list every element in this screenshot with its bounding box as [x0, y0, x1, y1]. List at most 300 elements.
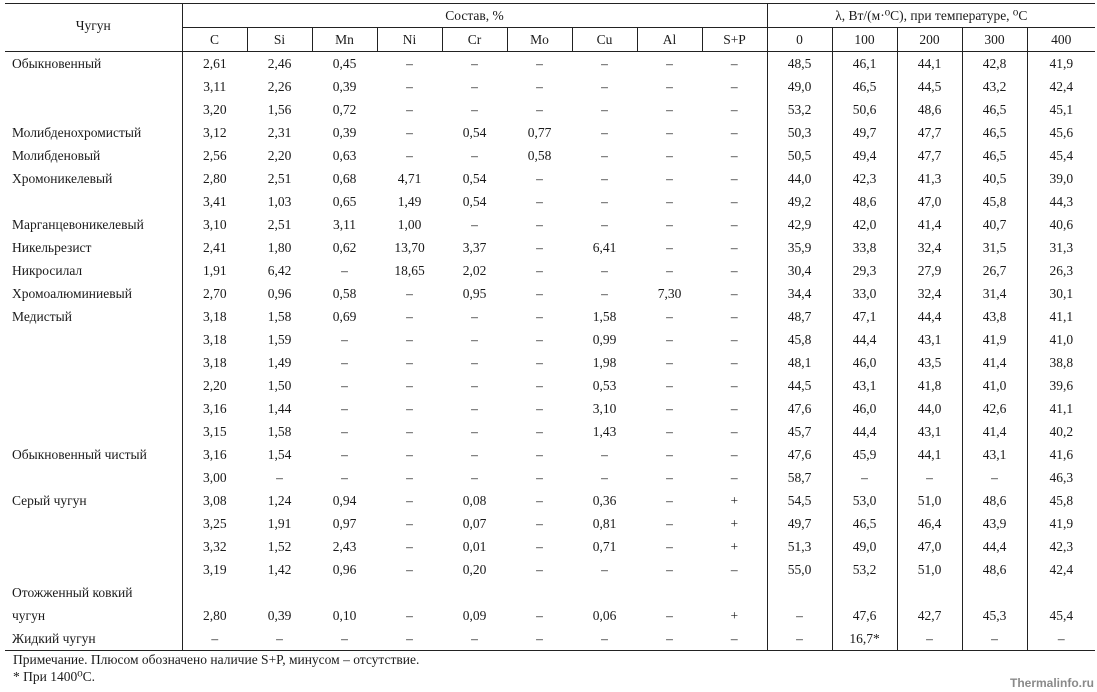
composition-cell: 1,44 [267, 401, 292, 416]
composition-cell: 3,08 [182, 489, 247, 512]
composition-cell: – [666, 56, 673, 71]
conductivity-cell [767, 581, 832, 604]
composition-cell: – [406, 355, 413, 370]
conductivity-cell: 48,6 [962, 558, 1027, 581]
conductivity-cell: 41,4 [897, 213, 962, 236]
composition-cell: – [666, 424, 673, 439]
composition-cell: – [730, 56, 738, 71]
conductivity-cell: 42,4 [1027, 558, 1095, 581]
composition-cell: 0,58 [527, 148, 552, 163]
table-row [5, 167, 1095, 190]
conductivity-cell: 48,6 [832, 190, 897, 213]
composition-cell: 2,20 [182, 374, 247, 397]
conductivity-cell: 44,4 [897, 305, 962, 328]
composition-cell: 0,39 [267, 608, 292, 623]
composition-cell [247, 581, 312, 604]
conductivity-cell: 47,7 [897, 121, 962, 144]
composition-cell: 2,80 [182, 604, 247, 627]
composition-cell: 3,20 [182, 98, 247, 121]
conductivity-cell: 46,0 [832, 397, 897, 420]
composition-cell: + [730, 608, 739, 623]
table-row [5, 420, 1095, 443]
conductivity-cell: – [962, 627, 1027, 651]
row-name [5, 397, 182, 420]
conductivity-cell: – [897, 627, 962, 651]
composition-cell: – [730, 332, 738, 347]
composition-cell: 3,15 [182, 420, 247, 443]
conductivity-cell: 33,0 [832, 282, 897, 305]
table-row [5, 213, 1095, 236]
composition-cell: 3,37 [462, 240, 487, 255]
conductivity-cell: – [767, 604, 832, 627]
conductivity-cell: 49,2 [767, 190, 832, 213]
composition-cell: 2,43 [332, 539, 357, 554]
composition-cell: 3,41 [182, 190, 247, 213]
conductivity-cell: 48,7 [767, 305, 832, 328]
table-row [5, 121, 1095, 144]
composition-cell: – [406, 378, 413, 393]
row-name: чугун [12, 608, 46, 623]
composition-cell: 0,54 [462, 125, 487, 140]
row-name [5, 420, 182, 443]
conductivity-cell: 46,5 [832, 75, 897, 98]
table-row [5, 558, 1095, 581]
conductivity-cell: 44,1 [897, 52, 962, 76]
composition-cell: 7,30 [657, 286, 682, 301]
composition-cell: 0,95 [462, 286, 487, 301]
composition-cell: – [406, 470, 413, 485]
composition-cell: 0,77 [527, 125, 552, 140]
conductivity-cell: 31,4 [962, 282, 1027, 305]
composition-cell: 0,06 [592, 608, 617, 623]
conductivity-cell: 32,4 [897, 236, 962, 259]
header-conductivity: λ, Вт/(м·⁰С), при температуре, ⁰С [767, 4, 1095, 28]
composition-cell: 0,96 [267, 286, 292, 301]
conductivity-cell: 45,3 [962, 604, 1027, 627]
header-composition: Состав, % [182, 4, 767, 28]
composition-cell: – [536, 493, 543, 508]
composition-cell: – [601, 447, 608, 462]
table-row [5, 466, 1095, 489]
table-body [5, 52, 1095, 651]
conductivity-cell: 46,3 [1027, 466, 1095, 489]
composition-cell: 0,94 [332, 493, 357, 508]
composition-cell: 1,59 [267, 332, 292, 347]
composition-cell: 2,51 [267, 171, 292, 186]
composition-cell: – [601, 286, 608, 301]
conductivity-cell: 41,1 [1027, 305, 1095, 328]
table-row [5, 98, 1095, 121]
conductivity-cell: 45,9 [832, 443, 897, 466]
composition-cell: – [666, 539, 673, 554]
composition-cell: 1,50 [267, 378, 292, 393]
conductivity-cell: 43,9 [962, 512, 1027, 535]
conductivity-cell: 49,0 [832, 535, 897, 558]
composition-cell: – [666, 102, 673, 117]
composition-cell: + [730, 493, 739, 508]
composition-cell: – [730, 470, 738, 485]
conductivity-cell: 40,6 [1027, 213, 1095, 236]
conductivity-cell: 46,4 [897, 512, 962, 535]
conductivity-cell: 41,0 [1027, 328, 1095, 351]
composition-cell: – [406, 148, 413, 163]
composition-cell: – [341, 332, 348, 347]
composition-cell: – [666, 470, 673, 485]
conductivity-cell: 45,8 [767, 328, 832, 351]
composition-cell: 2,26 [267, 79, 292, 94]
conductivity-cell [962, 581, 1027, 604]
conductivity-cell: 27,9 [897, 259, 962, 282]
composition-cell: 3,16 [182, 397, 247, 420]
conductivity-cell: – [832, 466, 897, 489]
composition-cell: – [730, 309, 738, 324]
composition-cell: – [276, 470, 283, 485]
conductivity-cell: – [897, 466, 962, 489]
conductivity-cell: 45,1 [1027, 98, 1095, 121]
composition-cell: – [247, 627, 312, 651]
conductivity-cell: 34,4 [767, 282, 832, 305]
composition-cell: – [666, 194, 673, 209]
composition-cell: 1,03 [267, 194, 292, 209]
composition-cell: – [341, 424, 348, 439]
conductivity-cell: 53,2 [832, 558, 897, 581]
composition-cell: 2,61 [182, 52, 247, 76]
composition-cell: – [406, 539, 413, 554]
conductivity-cell: 53,2 [767, 98, 832, 121]
table-row [5, 190, 1095, 213]
composition-cell: 0,99 [592, 332, 617, 347]
row-name [5, 558, 182, 581]
composition-cell: – [666, 309, 673, 324]
row-name [5, 466, 182, 489]
header-element: Al [637, 28, 702, 52]
composition-cell: – [471, 378, 478, 393]
conductivity-cell: 50,3 [767, 121, 832, 144]
conductivity-cell: 47,6 [767, 443, 832, 466]
composition-cell [442, 581, 507, 604]
composition-cell: 1,43 [592, 424, 617, 439]
table-row [5, 52, 1095, 76]
conductivity-cell: 44,0 [897, 397, 962, 420]
row-name: Хромоникелевый [12, 171, 113, 186]
conductivity-cell [832, 581, 897, 604]
composition-cell: – [471, 56, 478, 71]
composition-cell: 3,00 [182, 466, 247, 489]
table-row [5, 282, 1095, 305]
conductivity-cell: 49,0 [767, 75, 832, 98]
composition-cell: – [406, 401, 413, 416]
composition-cell: – [406, 516, 413, 531]
composition-cell: – [536, 171, 543, 186]
composition-cell: – [666, 125, 673, 140]
conductivity-cell: 55,0 [767, 558, 832, 581]
conductivity-cell: – [767, 627, 832, 651]
composition-cell [637, 581, 702, 604]
composition-cell: – [536, 309, 543, 324]
composition-cell: – [666, 447, 673, 462]
conductivity-cell: 44,3 [1027, 190, 1095, 213]
composition-cell: – [730, 562, 738, 577]
composition-cell: – [666, 493, 673, 508]
composition-cell: – [601, 470, 608, 485]
conductivity-cell: – [1027, 627, 1095, 651]
composition-cell: – [666, 148, 673, 163]
conductivity-cell: 46,5 [962, 144, 1027, 167]
composition-cell [572, 581, 637, 604]
composition-cell: – [666, 240, 673, 255]
conductivity-cell: 42,4 [1027, 75, 1095, 98]
composition-cell: 2,70 [182, 282, 247, 305]
composition-cell: – [406, 424, 413, 439]
conductivity-cell: 44,5 [767, 374, 832, 397]
conductivity-cell: 30,4 [767, 259, 832, 282]
composition-cell: – [471, 332, 478, 347]
row-name: Жидкий чугун [5, 627, 182, 651]
composition-cell: 0,08 [462, 493, 487, 508]
composition-cell: – [666, 217, 673, 232]
composition-cell [312, 581, 377, 604]
table-row [5, 236, 1095, 259]
composition-cell: 0,68 [332, 171, 357, 186]
composition-cell: 1,54 [267, 447, 292, 462]
conductivity-cell: 33,8 [832, 236, 897, 259]
composition-cell: – [406, 309, 413, 324]
table-row [5, 144, 1095, 167]
conductivity-cell: 45,4 [1027, 604, 1095, 627]
composition-cell: – [471, 355, 478, 370]
header-temperature: 200 [897, 28, 962, 52]
composition-cell: – [666, 516, 673, 531]
header-element: Ni [377, 28, 442, 52]
composition-cell: – [536, 516, 543, 531]
conductivity-cell: 35,9 [767, 236, 832, 259]
composition-cell: – [341, 447, 348, 462]
conductivity-cell: 41,0 [962, 374, 1027, 397]
conductivity-cell: 42,7 [897, 604, 962, 627]
composition-cell: – [666, 332, 673, 347]
conductivity-cell: 47,0 [897, 190, 962, 213]
composition-cell: – [471, 309, 478, 324]
conductivity-cell: 43,8 [962, 305, 1027, 328]
composition-cell: – [406, 102, 413, 117]
composition-cell: – [471, 447, 478, 462]
conductivity-cell: 45,7 [767, 420, 832, 443]
conductivity-cell: 43,1 [832, 374, 897, 397]
conductivity-cell: 51,0 [897, 489, 962, 512]
composition-cell: – [730, 79, 738, 94]
table-row [5, 259, 1095, 282]
conductivity-cell: 39,6 [1027, 374, 1095, 397]
composition-cell: + [730, 516, 739, 531]
watermark: Thermalinfo.ru [1009, 676, 1094, 690]
conductivity-cell: 44,4 [832, 328, 897, 351]
conductivity-cell: 43,1 [897, 420, 962, 443]
header-element: S+P [702, 28, 767, 52]
composition-cell: – [536, 217, 543, 232]
conductivity-cell: 45,8 [962, 190, 1027, 213]
table-row [5, 397, 1095, 420]
conductivity-cell: 49,7 [832, 121, 897, 144]
composition-cell: – [536, 332, 543, 347]
composition-cell: – [536, 608, 543, 623]
conductivity-cell: 50,5 [767, 144, 832, 167]
table-row [5, 351, 1095, 374]
conductivity-cell: 42,9 [767, 213, 832, 236]
conductivity-cell: 42,3 [1027, 535, 1095, 558]
composition-cell: + [730, 539, 739, 554]
conductivity-cell: 43,2 [962, 75, 1027, 98]
composition-cell: – [536, 378, 543, 393]
header-element: Cr [442, 28, 507, 52]
composition-cell: – [601, 263, 608, 278]
composition-cell: – [536, 539, 543, 554]
conductivity-cell: 50,6 [832, 98, 897, 121]
composition-cell: 6,42 [267, 263, 292, 278]
composition-cell: 3,12 [182, 121, 247, 144]
conductivity-cell: 46,1 [832, 52, 897, 76]
composition-cell: 2,41 [182, 236, 247, 259]
header-temperature: 400 [1027, 28, 1095, 52]
conductivity-cell: 43,1 [897, 328, 962, 351]
composition-cell: – [601, 194, 608, 209]
composition-cell: 3,18 [182, 328, 247, 351]
composition-cell: – [182, 627, 247, 651]
composition-cell: – [666, 171, 673, 186]
composition-cell: – [601, 217, 608, 232]
composition-cell: 0,65 [332, 194, 357, 209]
composition-cell: 1,56 [267, 102, 292, 117]
composition-cell: – [471, 79, 478, 94]
row-name: Обыкновенный чистый [12, 447, 147, 462]
composition-cell [507, 581, 572, 604]
composition-cell: – [730, 424, 738, 439]
composition-cell: – [536, 562, 543, 577]
conductivity-cell: 30,1 [1027, 282, 1095, 305]
composition-cell: – [406, 562, 413, 577]
row-name: Хромоалюминиевый [12, 286, 132, 301]
composition-cell: 0,07 [462, 516, 487, 531]
composition-cell: 3,16 [182, 443, 247, 466]
conductivity-cell: 41,9 [1027, 512, 1095, 535]
composition-cell: 3,10 [182, 213, 247, 236]
composition-cell: 3,32 [182, 535, 247, 558]
header-element: Mo [507, 28, 572, 52]
cast-iron-table [5, 3, 1095, 651]
composition-cell: – [536, 355, 543, 370]
table-row [5, 374, 1095, 397]
composition-cell: – [341, 470, 348, 485]
conductivity-cell [1027, 581, 1095, 604]
composition-cell: – [666, 608, 673, 623]
conductivity-cell: 47,1 [832, 305, 897, 328]
composition-cell: – [536, 447, 543, 462]
composition-cell: – [471, 217, 478, 232]
header-element: Si [247, 28, 312, 52]
composition-cell: 0,53 [592, 378, 617, 393]
composition-cell: 2,31 [267, 125, 292, 140]
composition-cell: 1,49 [397, 194, 422, 209]
conductivity-cell: 26,7 [962, 259, 1027, 282]
conductivity-cell: 48,6 [897, 98, 962, 121]
conductivity-cell: 48,5 [767, 52, 832, 76]
conductivity-cell: 47,7 [897, 144, 962, 167]
composition-cell: 0,45 [332, 56, 357, 71]
conductivity-cell: 45,6 [1027, 121, 1095, 144]
conductivity-cell: 41,8 [897, 374, 962, 397]
row-name: Марганцевоникелевый [12, 217, 144, 232]
composition-cell: – [730, 125, 738, 140]
note-line: Примечание. Плюсом обозначено наличие S+P, минусом – отсутствие. [13, 652, 420, 667]
composition-cell: 3,25 [182, 512, 247, 535]
composition-cell: 0,10 [332, 608, 357, 623]
composition-cell: – [730, 240, 738, 255]
composition-cell: 1,98 [592, 355, 617, 370]
composition-cell: 4,71 [397, 171, 422, 186]
composition-cell: – [406, 125, 413, 140]
composition-cell: 0,96 [332, 562, 357, 577]
composition-cell: – [666, 562, 673, 577]
composition-cell: – [666, 355, 673, 370]
composition-cell: – [406, 79, 413, 94]
conductivity-cell: 43,1 [962, 443, 1027, 466]
composition-cell: 3,11 [332, 217, 357, 232]
composition-cell: – [637, 627, 702, 651]
composition-cell: 0,63 [332, 148, 357, 163]
composition-cell: 1,42 [267, 562, 292, 577]
composition-cell: – [312, 627, 377, 651]
row-name: Обыкновенный [12, 56, 102, 71]
composition-cell: – [666, 79, 673, 94]
composition-cell: – [730, 378, 738, 393]
table-row [5, 627, 1095, 651]
header-element: C [182, 28, 247, 52]
composition-cell: – [406, 493, 413, 508]
composition-cell: – [377, 627, 442, 651]
composition-cell: – [730, 401, 738, 416]
table-notes [13, 651, 419, 685]
row-name [5, 512, 182, 535]
table-row [5, 604, 1095, 627]
conductivity-cell: 49,7 [767, 512, 832, 535]
composition-cell: – [536, 240, 543, 255]
row-name [5, 75, 182, 98]
conductivity-cell: 44,4 [962, 535, 1027, 558]
composition-cell: – [471, 148, 478, 163]
conductivity-cell: 41,9 [1027, 52, 1095, 76]
composition-cell: 2,51 [267, 217, 292, 232]
composition-cell: 0,54 [462, 194, 487, 209]
composition-cell: 3,11 [182, 75, 247, 98]
table-row [5, 305, 1095, 328]
composition-cell: – [730, 148, 738, 163]
conductivity-cell: 48,1 [767, 351, 832, 374]
header-element: Mn [312, 28, 377, 52]
composition-cell: 3,18 [182, 305, 247, 328]
composition-cell: 1,91 [182, 259, 247, 282]
composition-cell: – [730, 102, 738, 117]
composition-cell: – [666, 263, 673, 278]
conductivity-cell: 31,3 [1027, 236, 1095, 259]
conductivity-cell: 41,4 [962, 420, 1027, 443]
composition-cell: – [601, 79, 608, 94]
data-table-container [5, 3, 1095, 651]
row-name [5, 351, 182, 374]
composition-cell: – [601, 562, 608, 577]
conductivity-cell: 48,6 [962, 489, 1027, 512]
composition-cell: 18,65 [394, 263, 425, 278]
conductivity-cell: 31,5 [962, 236, 1027, 259]
conductivity-cell: 46,5 [962, 98, 1027, 121]
